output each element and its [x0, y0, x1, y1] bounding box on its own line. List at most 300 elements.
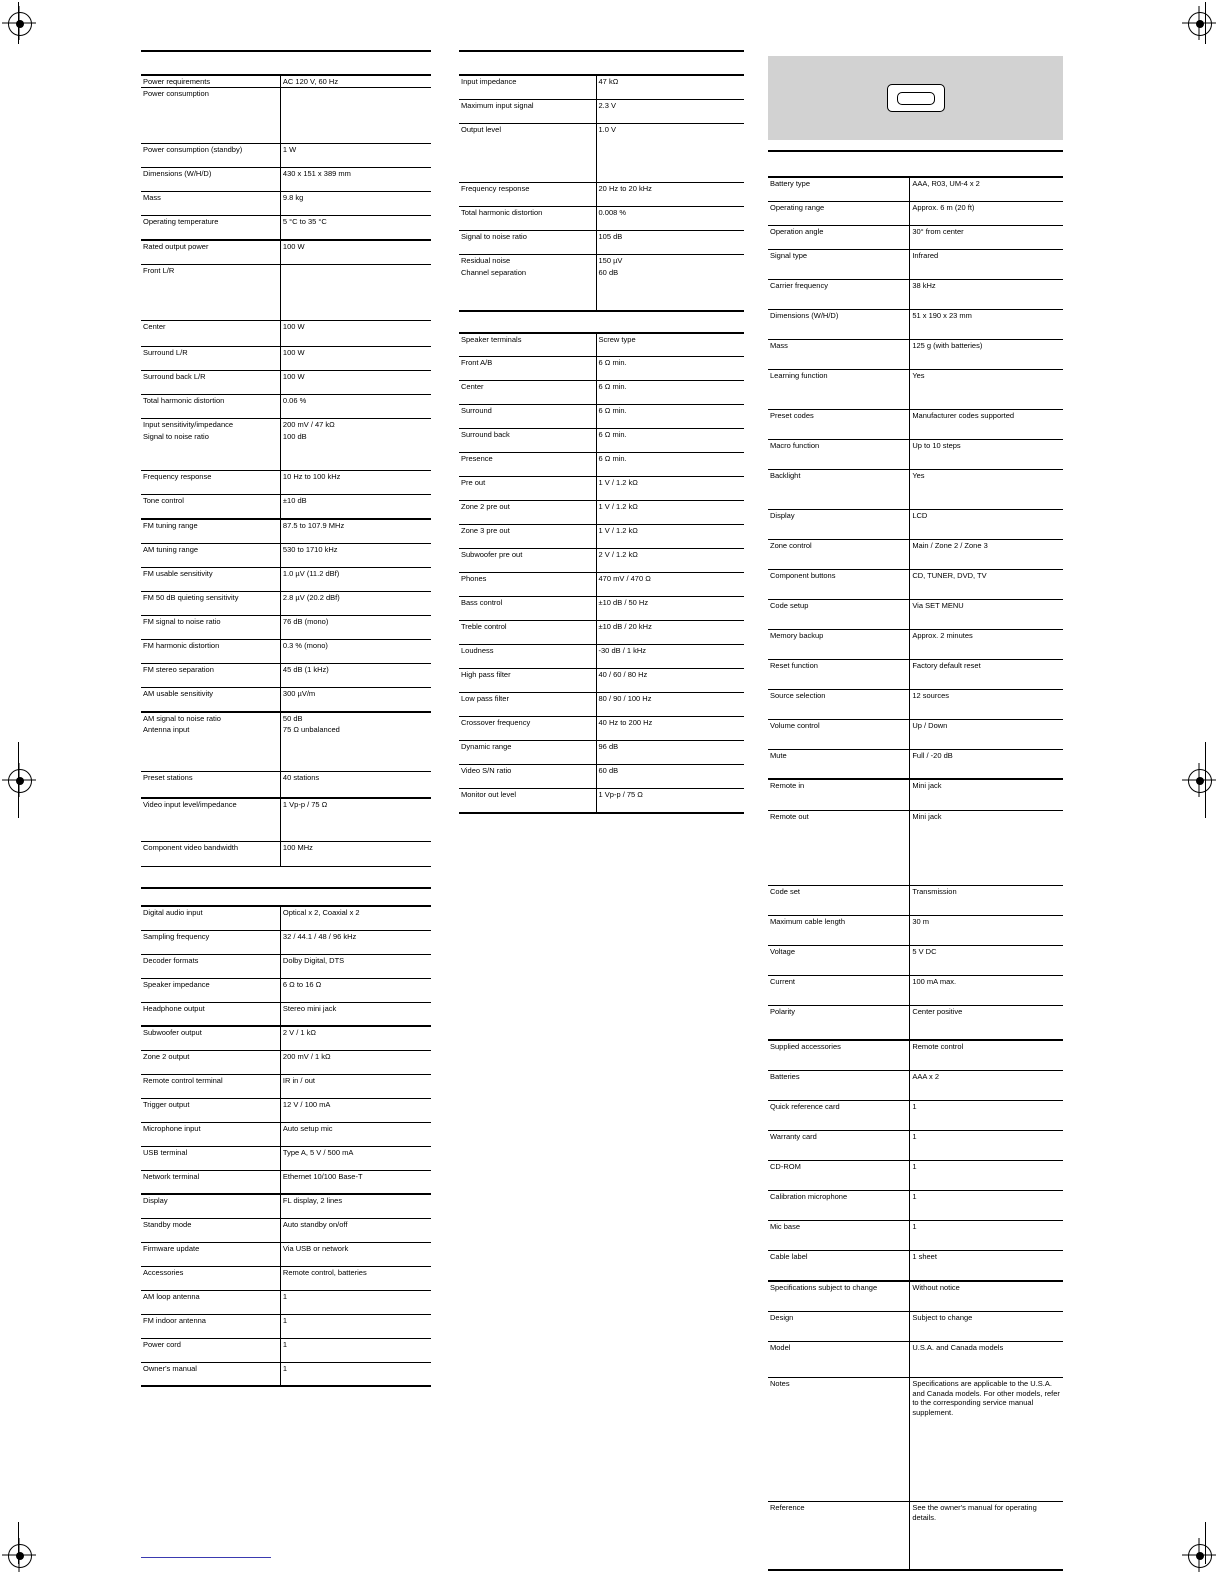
- table-row: [141, 1338, 431, 1362]
- cell-value: 1 sheet: [910, 1251, 1063, 1281]
- cell-value: 470 mV / 470 Ω: [596, 573, 744, 597]
- table-row: [459, 573, 744, 597]
- cell-value: 6 Ω min.: [596, 357, 744, 381]
- cell-key: Maximum cable length: [768, 916, 910, 946]
- cell-value: 100 mA max.: [910, 976, 1063, 1006]
- cell-value: Via SET MENU: [910, 599, 1063, 629]
- cell-key: Surround L/R: [141, 347, 280, 371]
- cell-key: Zone 2 output: [141, 1050, 280, 1074]
- cell-value: 5 V DC: [910, 946, 1063, 976]
- cell-value: 1: [910, 1161, 1063, 1191]
- table-row: [141, 1146, 431, 1170]
- cell-value: 430 x 151 x 389 mm: [280, 168, 431, 192]
- cell-value: 30 m: [910, 916, 1063, 946]
- table-row: [459, 789, 744, 813]
- cell-key: Speaker terminals: [459, 333, 596, 357]
- cell-key: Voltage: [768, 946, 910, 976]
- cell-value: Mini jack: [912, 811, 942, 821]
- cell-value: 2.8 µV (20.2 dBf): [280, 592, 431, 616]
- cell-value: 87.5 to 107.9 MHz: [280, 520, 431, 544]
- cell-key: Zone 2 pre out: [459, 501, 596, 525]
- table-row: [141, 321, 431, 347]
- table-row: [141, 640, 431, 664]
- table-row: [141, 930, 431, 954]
- cell-key: AM usable sensitivity: [141, 688, 280, 712]
- table-amplifier: [141, 241, 431, 520]
- cell-value: 12 V / 100 mA: [280, 1098, 431, 1122]
- cell-value: -30 dB / 1 kHz: [596, 645, 744, 669]
- cell-key: Front A/B: [459, 357, 596, 381]
- cell-key: Design: [768, 1312, 910, 1342]
- cell-value: 2 V / 1.2 kΩ: [596, 549, 744, 573]
- table-row: [141, 100, 431, 144]
- table-remote-misc: [768, 1041, 1063, 1282]
- cell-key: Video input level/impedance: [141, 798, 280, 842]
- cell-value: 30° from center: [910, 225, 1063, 249]
- table-row: [459, 231, 744, 255]
- cell-key: Speaker impedance: [141, 978, 280, 1002]
- table-row: [141, 88, 431, 100]
- table-row: [768, 599, 1063, 629]
- cell-value: Yes: [910, 369, 1063, 409]
- table-row: [768, 916, 1063, 946]
- cell-key: Zone control: [768, 539, 910, 569]
- table-row: [141, 1290, 431, 1314]
- cell-value: 50 dB: [282, 713, 303, 723]
- cell-value: Auto standby on/off: [280, 1218, 431, 1242]
- cell-key: Owner's manual: [141, 1362, 280, 1386]
- table-row: [141, 144, 431, 168]
- table-row: [141, 495, 431, 519]
- cell-value: Via USB or network: [280, 1242, 431, 1266]
- table-row: [141, 1050, 431, 1074]
- registration-mark-middle-left: [2, 763, 36, 797]
- cell-key: Calibration microphone: [768, 1191, 910, 1221]
- cell-value: 6 Ω min.: [596, 381, 744, 405]
- table-row: [141, 1266, 431, 1290]
- table-row: [768, 439, 1063, 469]
- table-row: [459, 123, 744, 135]
- cell-key: Total harmonic distortion: [459, 207, 596, 231]
- table-row: [141, 1242, 431, 1266]
- cell-value: [280, 277, 431, 321]
- cell-key: FM stereo separation: [141, 664, 280, 688]
- cell-value: 1: [910, 1221, 1063, 1251]
- cell-value: CD, TUNER, DVD, TV: [910, 569, 1063, 599]
- table-row: [141, 241, 431, 265]
- cell-value: [280, 88, 431, 100]
- cell-key: Residual noise: [459, 255, 596, 267]
- cell-value: Specifications are applicable to the U.S.A. and Canada models. For other models, refer to the corresponding service manual supplement.: [910, 1378, 1063, 1502]
- cell-value: 1.0 µV (11.2 dBf): [280, 568, 431, 592]
- cell-value: 100 W: [280, 347, 431, 371]
- cell-key: Operating temperature: [141, 216, 280, 240]
- table-row: [459, 135, 744, 183]
- table-row: [141, 906, 431, 930]
- table-row: [459, 357, 744, 381]
- table-row: [768, 1312, 1063, 1342]
- cell-key: Maximum input signal: [459, 99, 596, 123]
- cell-value: 1: [280, 1362, 431, 1386]
- table-row: [768, 1041, 1063, 1071]
- cell-value: Stereo mini jack: [280, 1002, 431, 1026]
- cell-key: Phones: [459, 573, 596, 597]
- cell-key: Component video bandwidth: [141, 842, 280, 866]
- table-row: [141, 842, 431, 866]
- cell-key: Power cord: [141, 1338, 280, 1362]
- cell-key: Tone control: [141, 495, 280, 519]
- cell-key: Code setup: [768, 599, 910, 629]
- table-row: [141, 1194, 431, 1218]
- table-row: [459, 645, 744, 669]
- cell-key: Digital audio input: [141, 906, 280, 930]
- table-row: [768, 1342, 1063, 1378]
- table-remote-general: [768, 176, 1063, 780]
- cell-value: ±10 dB / 50 Hz: [596, 597, 744, 621]
- cell-key: Front L/R: [141, 265, 280, 277]
- registration-mark-bottom-right: [1182, 1538, 1216, 1572]
- table-row: [141, 544, 431, 568]
- cell-value: ±10 dB: [280, 495, 431, 519]
- cell-key: Surround: [459, 405, 596, 429]
- registration-mark-top-right: [1182, 6, 1216, 40]
- cell-value: 6 Ω min.: [596, 405, 744, 429]
- table-row: [141, 168, 431, 192]
- table-row: [141, 1218, 431, 1242]
- cell-key: FM tuning range: [141, 520, 280, 544]
- table-row: [768, 469, 1063, 509]
- cell-key: Mass: [768, 339, 910, 369]
- cell-value: 47 kΩ: [596, 75, 744, 99]
- cell-value: 1: [910, 1131, 1063, 1161]
- cell-key: USB terminal: [141, 1146, 280, 1170]
- cell-value: 2.3 V: [596, 99, 744, 123]
- remote-control-icon: [887, 84, 945, 112]
- cell-value: [596, 135, 744, 183]
- table-row: [459, 255, 744, 267]
- table-misc: [459, 332, 744, 814]
- table-row: [768, 689, 1063, 719]
- cell-key: Surround back L/R: [141, 371, 280, 395]
- crop-mark-right-bottom: [1205, 1522, 1206, 1564]
- cell-value: 100 dB: [280, 431, 431, 471]
- cell-value: 0.008 %: [596, 207, 744, 231]
- cell-key: Current: [768, 976, 910, 1006]
- cell-value: AAA x 2: [910, 1071, 1063, 1101]
- cell-value: 100 MHz: [280, 842, 431, 866]
- cell-value: 105 dB: [596, 231, 744, 255]
- table-row: [141, 1314, 431, 1338]
- cell-value: 150 µV: [598, 256, 623, 266]
- cell-key: Antenna input: [141, 724, 280, 772]
- table-general: [141, 74, 431, 241]
- cell-key: [141, 866, 280, 888]
- table-row: [459, 183, 744, 207]
- cell-key: Warranty card: [768, 1131, 910, 1161]
- table-row: [459, 333, 744, 357]
- table-row: [768, 249, 1063, 279]
- table-row: [768, 309, 1063, 339]
- table-row: [141, 1122, 431, 1146]
- cell-key: AM loop antenna: [141, 1290, 280, 1314]
- cell-value: Subject to change: [910, 1312, 1063, 1342]
- table-row: [768, 177, 1063, 201]
- cell-key: CD-ROM: [768, 1161, 910, 1191]
- cell-value: Type A, 5 V / 500 mA: [280, 1146, 431, 1170]
- cell-value: ±10 dB / 20 kHz: [596, 621, 744, 645]
- cell-key: Headphone output: [141, 1002, 280, 1026]
- cell-value: Screw type: [596, 333, 744, 357]
- crop-mark-left-bottom: [18, 1522, 19, 1564]
- crop-mark-left-middle: [18, 742, 19, 818]
- table-row: [141, 419, 431, 431]
- cell-value: Up / Down: [910, 719, 1063, 749]
- table-row: [459, 765, 744, 789]
- cell-key: Accessories: [141, 1266, 280, 1290]
- cell-key: Zone 3 pre out: [459, 525, 596, 549]
- cell-key: Specifications subject to change: [768, 1282, 910, 1312]
- cell-key: Volume control: [768, 719, 910, 749]
- cell-key: Microphone input: [141, 1122, 280, 1146]
- cell-key: [141, 277, 280, 321]
- cell-value: AAA, R03, UM-4 x 2: [910, 177, 1063, 201]
- cell-value: 76 dB (mono): [280, 616, 431, 640]
- cell-key: Presence: [459, 453, 596, 477]
- table-row: [141, 1026, 431, 1050]
- table-row: [141, 664, 431, 688]
- cell-key: Mute: [768, 749, 910, 779]
- table-row: [768, 1282, 1063, 1312]
- cell-key: Remote control terminal: [141, 1074, 280, 1098]
- table-row: [768, 1221, 1063, 1251]
- cell-key: Frequency response: [141, 471, 280, 495]
- table-row: [141, 347, 431, 371]
- cell-value: 1 V / 1.2 kΩ: [596, 501, 744, 525]
- cell-value: 40 stations: [280, 772, 431, 798]
- table-row: [141, 1170, 431, 1194]
- cell-value: 51 x 190 x 23 mm: [910, 309, 1063, 339]
- table-row: [768, 659, 1063, 689]
- table-row: [459, 429, 744, 453]
- table-row: [768, 822, 1063, 886]
- table-row: [141, 216, 431, 240]
- cell-value: Approx. 6 m (20 ft): [910, 201, 1063, 225]
- cell-value: 1 V / 1.2 kΩ: [596, 525, 744, 549]
- cell-value: Up to 10 steps: [910, 439, 1063, 469]
- cell-key: Remote out: [768, 810, 910, 822]
- cell-value: 40 / 60 / 80 Hz: [596, 669, 744, 693]
- cell-value: Transmission: [910, 886, 1063, 916]
- table-row: [768, 886, 1063, 916]
- cell-key: Treble control: [459, 621, 596, 645]
- cell-value: 75 Ω unbalanced: [280, 724, 431, 772]
- cell-value: IR in / out: [280, 1074, 431, 1098]
- cell-value: Ethernet 10/100 Base-T: [280, 1170, 431, 1194]
- table-row: [768, 780, 1063, 810]
- cell-key: Center: [459, 381, 596, 405]
- cell-key: Batteries: [768, 1071, 910, 1101]
- table-row: [459, 99, 744, 123]
- cell-key: Subwoofer output: [141, 1026, 280, 1050]
- cell-value: 1: [910, 1191, 1063, 1221]
- cell-key: [768, 822, 910, 886]
- cell-key: Reference: [768, 1502, 910, 1570]
- table-row: [141, 592, 431, 616]
- table-row: [141, 798, 431, 842]
- cell-key: Quick reference card: [768, 1101, 910, 1131]
- cell-key: Output level: [459, 123, 596, 135]
- table-row: [459, 717, 744, 741]
- table-row: [141, 568, 431, 592]
- cell-value: 200 mV / 1 kΩ: [280, 1050, 431, 1074]
- cell-value: 1.0 V: [598, 124, 617, 134]
- table-row: [768, 719, 1063, 749]
- table-row: [459, 405, 744, 429]
- cell-key: Standby mode: [141, 1218, 280, 1242]
- cell-key: Source selection: [768, 689, 910, 719]
- cell-key: Operation angle: [768, 225, 910, 249]
- cell-key: Dimensions (W/H/D): [768, 309, 910, 339]
- table-row: [141, 772, 431, 798]
- table-row: [141, 1362, 431, 1386]
- registration-mark-bottom-left: [2, 1538, 36, 1572]
- table-row: [768, 539, 1063, 569]
- table-row: [141, 866, 431, 888]
- table-row: [768, 1071, 1063, 1101]
- spec-column-1: [141, 50, 431, 1387]
- table-row: [141, 616, 431, 640]
- table-row: [768, 1161, 1063, 1191]
- cell-key: Pre out: [459, 477, 596, 501]
- table-row: [768, 369, 1063, 409]
- cell-value: [280, 100, 431, 144]
- cell-value: U.S.A. and Canada models: [910, 1342, 1063, 1378]
- table-row: [768, 1191, 1063, 1221]
- cell-key: Center: [141, 321, 280, 347]
- table-row: [141, 75, 431, 88]
- table-row: [459, 207, 744, 231]
- table-dimension-detail: [459, 74, 744, 312]
- cell-value: 530 to 1710 kHz: [280, 544, 431, 568]
- cell-value: 125 g (with batteries): [910, 339, 1063, 369]
- cell-key: Mass: [141, 192, 280, 216]
- cell-value: Optical x 2, Coaxial x 2: [280, 906, 431, 930]
- table-row: [141, 954, 431, 978]
- cell-key: Monitor out level: [459, 789, 596, 813]
- table-row: [141, 1002, 431, 1026]
- table-row: [459, 669, 744, 693]
- cell-key: Video S/N ratio: [459, 765, 596, 789]
- cell-value: Remote control, batteries: [280, 1266, 431, 1290]
- crop-mark-right-middle: [1205, 742, 1206, 818]
- cell-value: 32 / 44.1 / 48 / 96 kHz: [280, 930, 431, 954]
- cell-value: 6 Ω min.: [596, 429, 744, 453]
- cell-value: 1 V / 1.2 kΩ: [596, 477, 744, 501]
- table-row: [141, 1098, 431, 1122]
- cell-key: Reset function: [768, 659, 910, 689]
- cell-value: [280, 866, 431, 888]
- table-row: [768, 1251, 1063, 1281]
- cell-value: Main / Zone 2 / Zone 3: [910, 539, 1063, 569]
- table-row: [768, 225, 1063, 249]
- cell-value: LCD: [910, 509, 1063, 539]
- cell-value: FL display, 2 lines: [280, 1194, 431, 1218]
- cell-value: 1: [280, 1314, 431, 1338]
- cell-key: [141, 100, 280, 144]
- cell-value: 20 Hz to 20 kHz: [596, 183, 744, 207]
- table-row: [141, 471, 431, 495]
- table-row: [141, 431, 431, 471]
- cell-value: 0.3 % (mono): [280, 640, 431, 664]
- table-row: [768, 976, 1063, 1006]
- cell-key: Mic base: [768, 1221, 910, 1251]
- cell-key: AM tuning range: [141, 544, 280, 568]
- cell-key: Total harmonic distortion: [141, 395, 280, 419]
- table-row: [141, 265, 431, 277]
- table-row: [141, 371, 431, 395]
- table-row: [768, 279, 1063, 309]
- table-row: [768, 1502, 1063, 1570]
- table-row: [768, 201, 1063, 225]
- table-row: [141, 712, 431, 724]
- cell-key: Dimensions (W/H/D): [141, 168, 280, 192]
- cell-key: Display: [141, 1194, 280, 1218]
- table-row: [141, 277, 431, 321]
- table-row: [768, 749, 1063, 779]
- cell-value: 100 W: [280, 241, 431, 265]
- spec-column-2: [459, 50, 744, 814]
- table-row: [459, 477, 744, 501]
- cell-value: 1 Vp-p / 75 Ω: [280, 798, 431, 842]
- cell-value: 60 dB: [596, 765, 744, 789]
- cell-value: 80 / 90 / 100 Hz: [596, 693, 744, 717]
- cell-key: Memory backup: [768, 629, 910, 659]
- cell-value: 45 dB (1 kHz): [280, 664, 431, 688]
- cell-key: Trigger output: [141, 1098, 280, 1122]
- table-row: [459, 693, 744, 717]
- cell-value: 60 dB: [596, 267, 744, 311]
- cell-key: FM 50 dB quieting sensitivity: [141, 592, 280, 616]
- cell-key: FM signal to noise ratio: [141, 616, 280, 640]
- table-row: [141, 192, 431, 216]
- cell-key: Network terminal: [141, 1170, 280, 1194]
- cell-key: Preset codes: [768, 409, 910, 439]
- table-row: [459, 75, 744, 99]
- cell-key: Backlight: [768, 469, 910, 509]
- cell-key: Low pass filter: [459, 693, 596, 717]
- cell-value: Center positive: [910, 1006, 1063, 1040]
- cell-key: Code set: [768, 886, 910, 916]
- cell-key: Preset stations: [141, 772, 280, 798]
- cell-value: 0.06 %: [280, 395, 431, 419]
- cell-key: FM indoor antenna: [141, 1314, 280, 1338]
- cell-key: Supplied accessories: [768, 1041, 910, 1071]
- cell-key: Macro function: [768, 439, 910, 469]
- cell-value: 1 Vp-p / 75 Ω: [596, 789, 744, 813]
- cell-key: [459, 135, 596, 183]
- cell-value: 38 kHz: [910, 279, 1063, 309]
- cell-key: Sampling frequency: [141, 930, 280, 954]
- footer-link-underline[interactable]: [141, 1556, 271, 1558]
- cell-key: Learning function: [768, 369, 910, 409]
- table-row: [141, 1074, 431, 1098]
- cell-value: Dolby Digital, DTS: [280, 954, 431, 978]
- cell-value: AC 120 V, 60 Hz: [280, 75, 431, 88]
- cell-key: Remote in: [768, 780, 910, 810]
- cell-value: 12 sources: [910, 689, 1063, 719]
- cell-key: Rated output power: [141, 241, 280, 265]
- cell-value: 40 Hz to 200 Hz: [596, 717, 744, 741]
